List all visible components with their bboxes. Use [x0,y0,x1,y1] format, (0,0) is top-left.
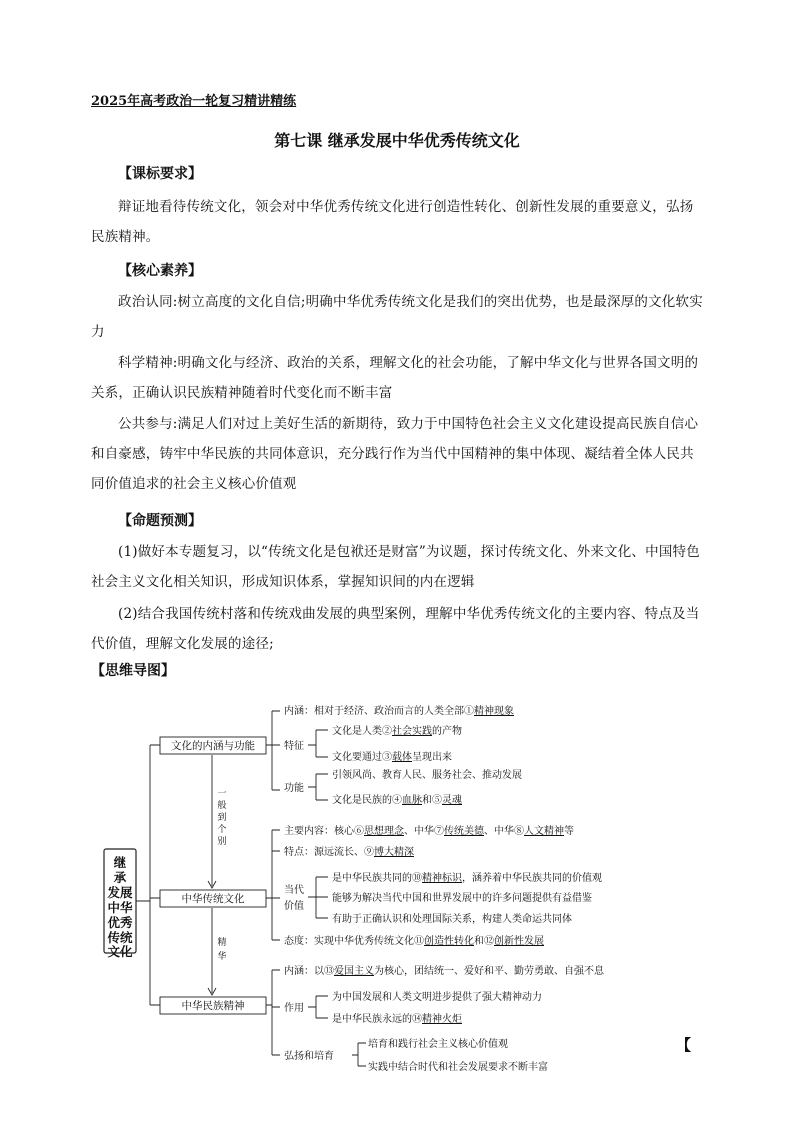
b3-zuoyong: 作用 [284,1003,304,1014]
b3-hy2: 实践中结合时代和社会发展要求不断丰富 [368,1062,548,1073]
svg-text:华: 华 [217,952,227,962]
svg-text:一: 一 [217,789,227,799]
b3-neihan: 内涵：以⑬爱国主义为核心，团结统一、爱好和平、勤劳勇敢、自强不息 [284,966,604,977]
root-line-2: 承 [113,870,127,885]
b1-tezheng: 特征 [284,741,304,752]
svg-text:个: 个 [217,825,227,835]
root-line-6: 传统 [107,930,133,945]
literacy-science: 科学精神:明确文化与经济、政治的关系，理解文化的社会功能，了解中华文化与世界各国文明的关系，正确认识民族精神随着时代变化而不断丰富 [91,355,699,401]
stray-bracket: 【 [676,1036,692,1054]
svg-text:别: 别 [217,837,227,847]
branch-label-traditional: 中华传统文化 [181,893,245,905]
b1-gn2: 文化是民族的④血脉和⑤灵魂 [332,795,462,806]
root-line-4: 中华 [107,900,133,915]
b1-tz1: 文化是人类②社会实践的产物 [332,726,462,737]
b2-tedian: 特点：源远流长、⑨博大精深 [284,847,414,858]
section-heading-forecast: 【命题预测】 [118,513,202,529]
literacy-participation: 公共参与:满足人们对过上美好生活的新期待，致力于中国特色社会主义文化建设提高民族自信心和自豪感，铸牢中华民族的共同体意识，充分践行作为当代中国精神的集中体现、凝结着全体人民共同价值追求的社会主义核心价值观 [91,416,699,492]
section-heading-standard: 【课标要求】 [118,166,202,182]
root-line-3: 发展 [107,885,133,900]
lesson-title: 第七课 继承发展中华优秀传统文化 [274,131,520,150]
b2-dd2: 能够为解决当代中国和世界发展中的许多问题提供有益借鉴 [332,893,592,904]
b2-dd3: 有助于正确认识和处理国际关系，构建人类命运共同体 [332,914,572,925]
b3-zy1: 为中国发展和人类文明进步提供了强大精神动力 [332,992,542,1003]
b1-tz2: 文化要通过③载体呈现出来 [332,752,452,763]
branch-label-spirit: 中华民族精神 [181,1000,245,1012]
b2-zhuyao: 主要内容：核心⑥思想理念、中华⑦传统美德、中华⑧人文精神等 [284,826,574,837]
b1-gn1: 引领风尚、教育人民、服务社会、推动发展 [332,770,522,781]
svg-text:般: 般 [217,801,227,811]
root-line-1: 继 [113,855,127,870]
section-heading-mindmap: 【思维导图】 [91,663,175,679]
document-header: 2025年高考政治一轮复习精讲精练 [91,94,297,109]
standard-text: 辩证地看待传统文化，领会对中华优秀传统文化进行创造性转化、创新性发展的重要意义，弘扬民族精神。 [91,199,694,245]
b3-hongyang: 弘扬和培育 [284,1051,334,1062]
b2-dangdai-2: 价值 [284,901,304,912]
literacy-political: 政治认同:树立高度的文化自信;明确中华优秀传统文化是我们的突出优势，也是最深厚的文化软实力 [91,294,703,340]
root-line-5: 优秀 [107,915,133,930]
b1-gongneng: 功能 [284,783,304,794]
b3-zy2: 是中华民族永远的⑭精神火炬 [332,1014,462,1025]
svg-text:精: 精 [217,938,227,948]
b1-neihan: 内涵：相对于经济、政治而言的人类全部①精神现象 [284,706,514,717]
b2-dd1: 是中华民族共同的⑩精神标识，涵养着中华民族共同的价值观 [332,873,602,884]
b2-taidu: 态度：实现中华优秀传统文化⑪创造性转化和⑫创新性发展 [284,936,544,947]
forecast-2: (2)结合我国传统村落和传统戏曲发展的典型案例，理解中华优秀传统文化的主要内容、特点及当代价值，理解文化发展的途径; [91,606,700,652]
svg-text:到: 到 [217,813,227,823]
b3-hy1: 培育和践行社会主义核心价值观 [368,1039,508,1050]
mindmap-root-text [106,855,133,959]
root-line-7: 文化 [107,944,133,959]
section-heading-literacy: 【核心素养】 [118,263,202,279]
branch-label-culture: 文化的内涵与功能 [171,740,255,752]
b2-dangdai-1: 当代 [284,885,304,896]
forecast-1: (1)做好本专题复习，以“传统文化是包袱还是财富”为议题，探讨传统文化、外来文化、中国特色社会主义文化相关知识，形成知识体系，掌握知识间的内在逻辑 [91,544,700,590]
